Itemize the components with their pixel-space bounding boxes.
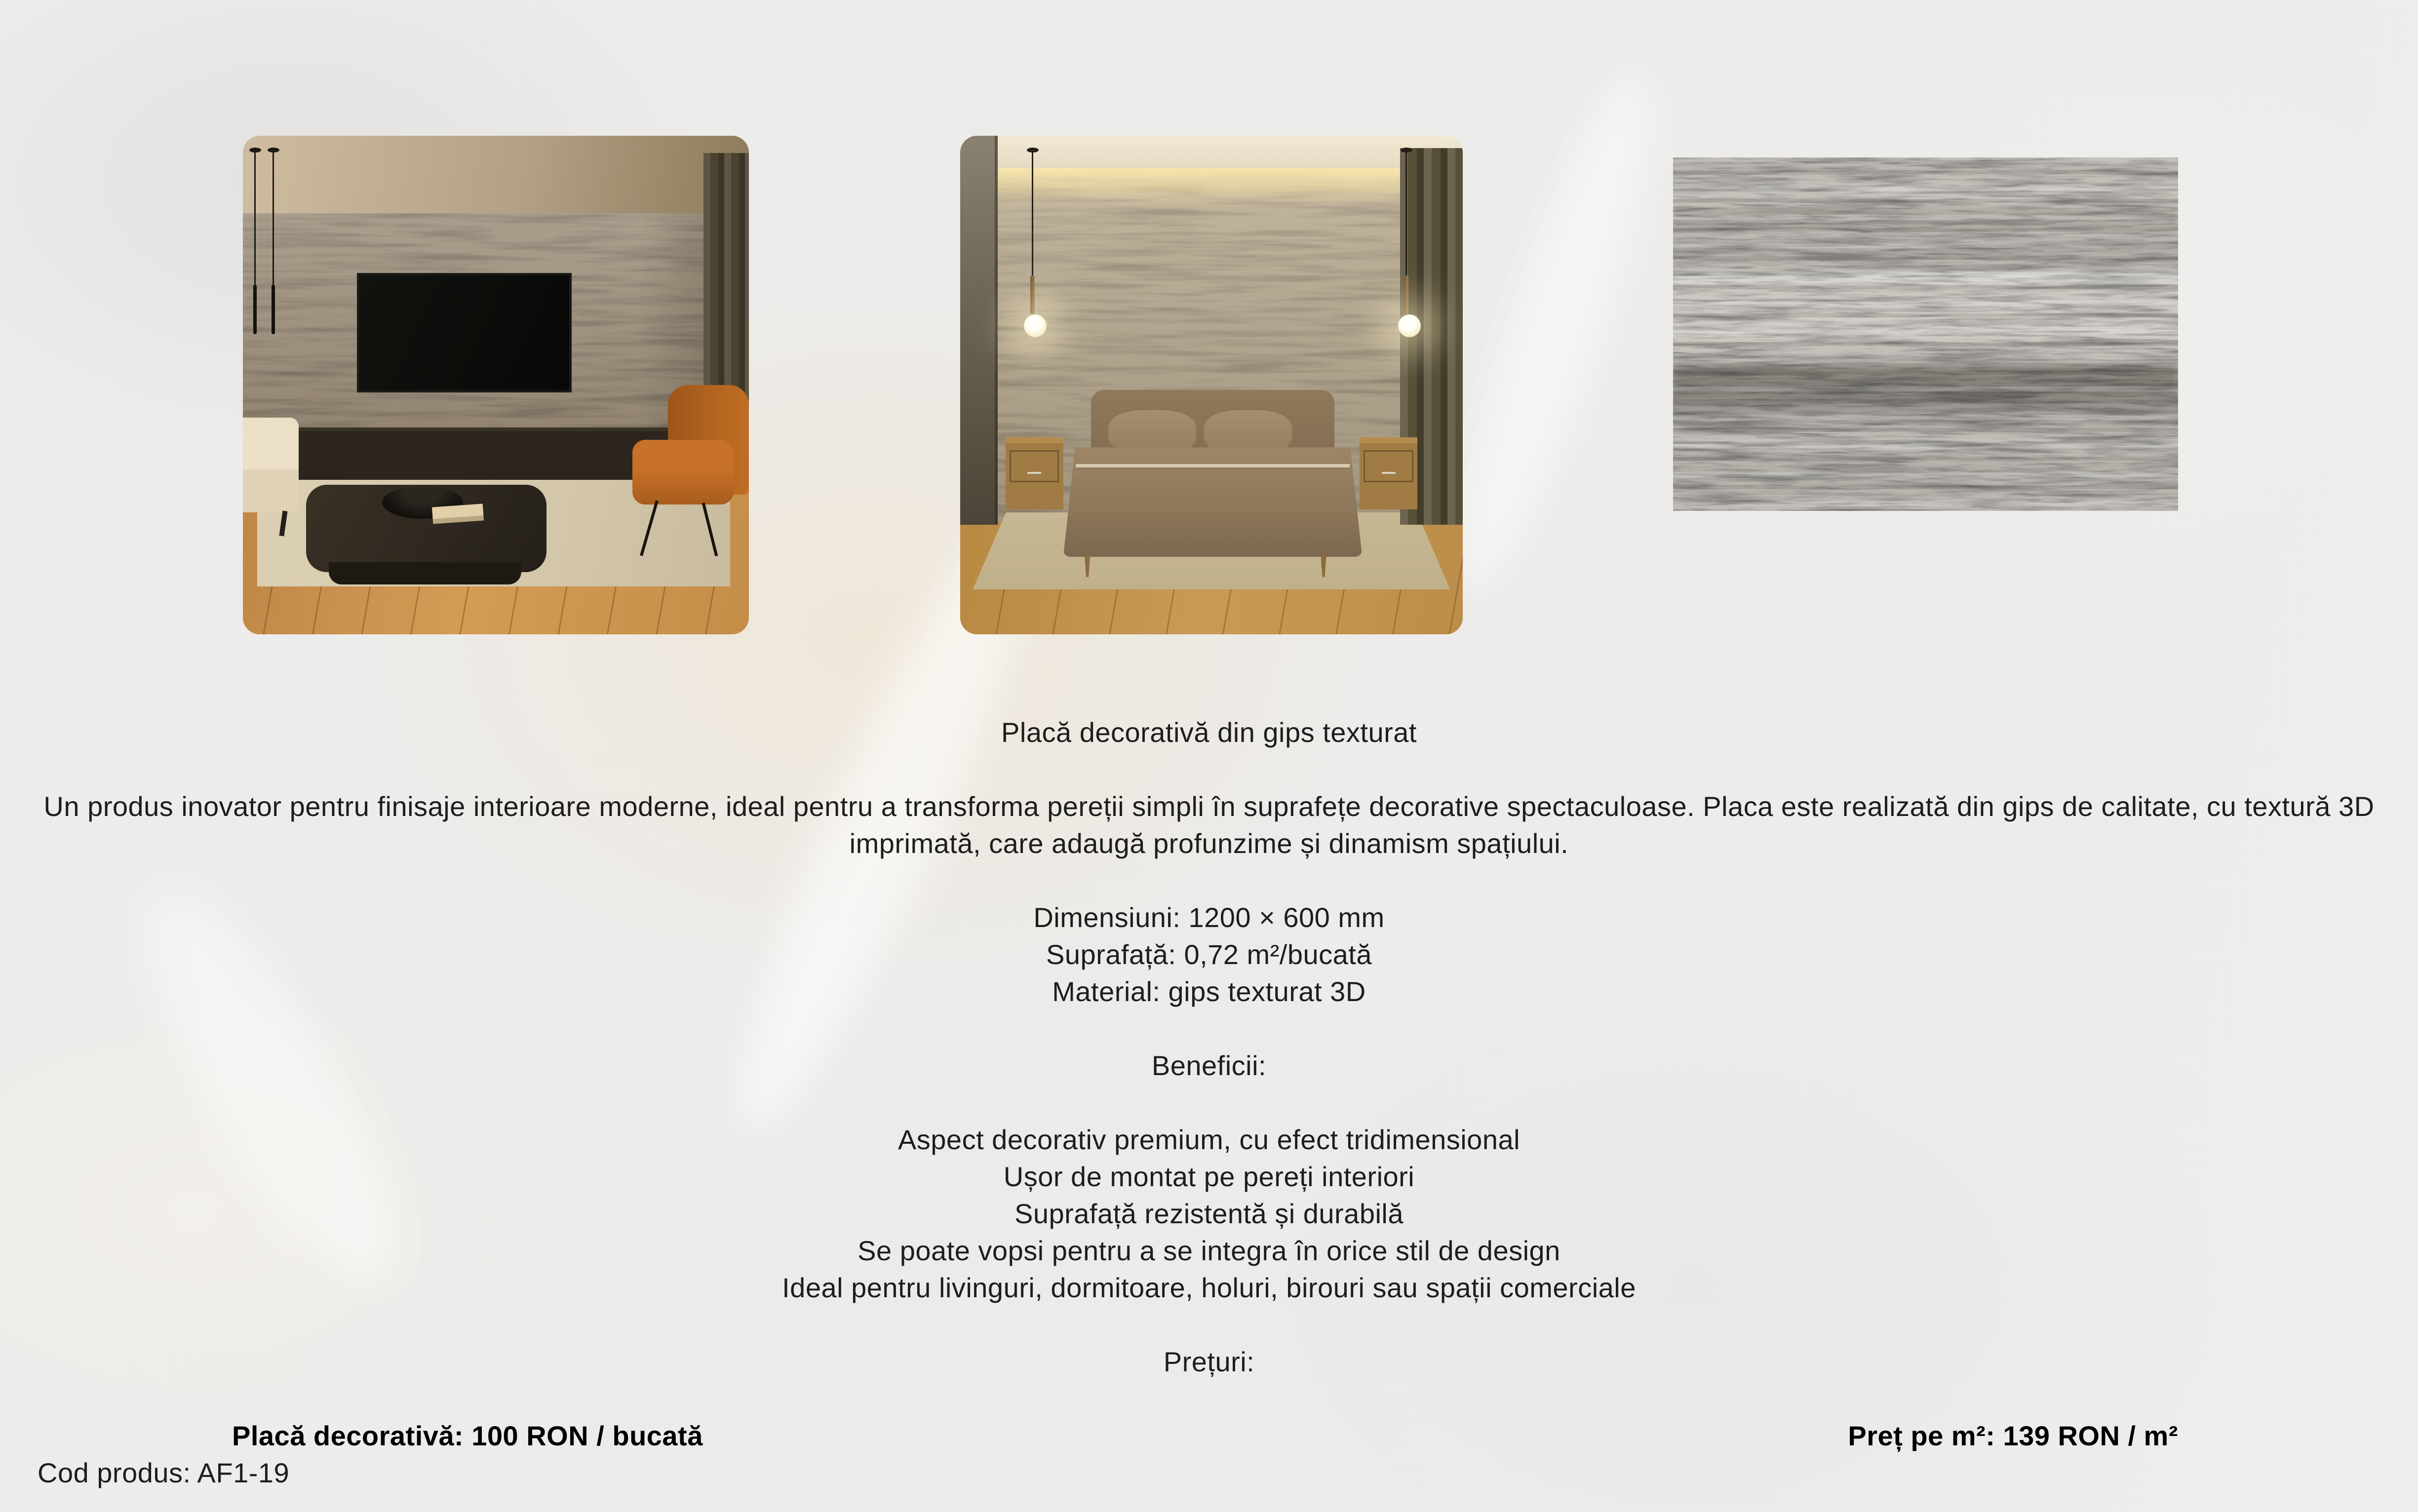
armchair-seat (632, 440, 734, 504)
benefit-item: Se poate vopsi pentru a se integra în orice stil de design (858, 1235, 1560, 1266)
pendant-light (254, 152, 256, 316)
drawer-handle (1027, 472, 1041, 474)
living-room-render (243, 136, 749, 634)
benefit-item: Aspect decorativ premium, cu efect tridimensional (897, 1124, 1521, 1155)
sheet-fold (1076, 464, 1350, 469)
sofa-armrest (243, 418, 299, 512)
coffee-table-base (329, 562, 521, 584)
pendant-tube (253, 285, 257, 334)
pendant-bulb (1024, 314, 1047, 337)
cove-lighting (990, 168, 1463, 208)
pendant-tube (1030, 275, 1035, 314)
pricing-heading: Prețuri: (1163, 1346, 1255, 1377)
pendant-light (273, 152, 274, 316)
tv-screen (357, 273, 572, 392)
decor-bowl (342, 504, 392, 524)
pendant-cord (1032, 151, 1033, 275)
product-code: Cod produs: AF1-19 (38, 1457, 290, 1488)
pendant-cord (1405, 151, 1407, 275)
price-row (0, 1417, 2418, 1454)
benefit-item: Ideal pentru livinguri, dormitoare, holuri, birouri sau spații comerciale (782, 1272, 1636, 1303)
bedroom-render (960, 136, 1463, 634)
side-wall (960, 136, 998, 525)
pendant-tube (272, 285, 275, 334)
spec-surface: Suprafață: 0,72 m²/bucată (1046, 939, 1372, 970)
drawer (1364, 450, 1413, 482)
drawer (1010, 450, 1059, 482)
pendant-tube (1404, 275, 1408, 314)
nightstand-left (1006, 437, 1063, 509)
ceiling (243, 136, 749, 221)
nightstand-right (1360, 437, 1417, 509)
marble-vein (1429, 59, 1681, 603)
texture-streaks (1673, 157, 2178, 511)
texture-sample (1673, 157, 2178, 511)
product-description: Un produs inovator pentru finisaje interioare moderne, ideal pentru a transforma pereții simpli în suprafețe decorative spectaculoase. Placa este realizată din gips de calitate, cu textură 3D imprimată, care adaugă profunzime și dinamism spațiului. (43, 791, 2375, 859)
page-title: Placă decorativă din gips texturat (1001, 717, 1417, 748)
curtain (703, 153, 749, 417)
price-per-piece: Placă decorativă: 100 RON / bucată (232, 1420, 703, 1451)
price-per-sqm: Preț pe m²: 139 RON / m² (1848, 1420, 2178, 1451)
drawer-handle (1382, 472, 1396, 474)
product-info (0, 714, 2418, 1491)
spec-material: Material: gips texturat 3D (1052, 976, 1366, 1007)
benefits-heading: Beneficii: (1151, 1050, 1267, 1081)
benefit-item: Ușor de montat pe pereți interiori (1003, 1161, 1415, 1192)
spec-dimensions: Dimensiuni: 1200 × 600 mm (1033, 902, 1385, 933)
pendant-bulb (1398, 314, 1421, 337)
benefit-item: Suprafață rezistentă și durabilă (1014, 1198, 1404, 1229)
